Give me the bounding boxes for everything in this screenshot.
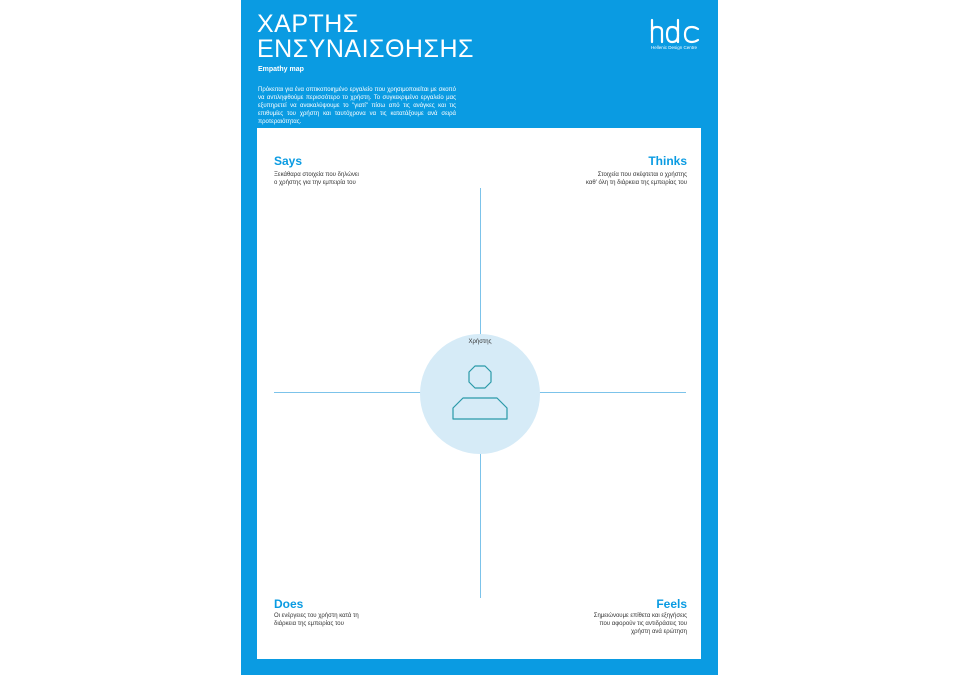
says-desc-line-2: ο χρήστης για την εμπειρία του — [274, 180, 356, 186]
page-title — [257, 12, 474, 62]
does-description — [274, 612, 359, 628]
thinks-description — [586, 171, 687, 187]
feels-desc-line-2: που αφορούν τις αντιδράσεις του — [599, 621, 687, 627]
does-desc-line-1: Οι ενέργειες του χρήστη κατά τη — [274, 613, 359, 619]
says-description — [274, 171, 359, 187]
thinks-title: Thinks — [648, 154, 687, 168]
thinks-desc-line-2: καθ' όλη τη διάρκεια της εμπειρίας του — [585, 180, 687, 186]
title-line-1: ΧΑΡΤΗΣ — [257, 10, 359, 38]
feels-desc-line-3: χρήστη ανά ερώτηση — [630, 629, 687, 635]
does-title: Does — [274, 597, 304, 611]
user-label: Χρήστης — [468, 339, 492, 345]
logo-text: Hellenic Design Centre — [650, 45, 698, 50]
feels-description — [594, 612, 687, 636]
thinks-desc-line-1: Στοιχεία που σκέφτεται ο χρήστης — [597, 172, 687, 178]
title-line-2: ΕΝΣΥΝΑΙΣΘΗΣΗΣ — [257, 35, 474, 63]
feels-desc-line-1: Σημειώνουμε επίθετα και εξηγήσεις — [593, 613, 687, 619]
feels-title: Feels — [656, 597, 687, 611]
intro-text: Πρόκειται για ένα οπτικοποιημένο εργαλείο που χρησιμοποιείται με σκοπό να αντιληφθούμε περισσότερο το χρήστη. Το συγκεκριμένο εργαλείο μας εξυπηρετεί να ανακαλύψουμε το "γιατί" πίσω από τις ανάγκες και τις επιθυμίες του χρήστη και ταυτόχρονα να τις κατατάξουμε ανά σειρά προτεραιότητας. — [258, 87, 456, 125]
user-icon — [447, 364, 513, 422]
page-subtitle: Empathy map — [258, 66, 304, 73]
empathy-map-poster — [241, 0, 718, 675]
empathy-board — [257, 128, 701, 659]
does-desc-line-2: διάρκεια της εμπειρίας του — [274, 621, 344, 627]
says-title: Says — [274, 154, 303, 168]
says-desc-line-1: Ξεκάθαρα στοιχεία που δηλώνει — [274, 172, 359, 178]
